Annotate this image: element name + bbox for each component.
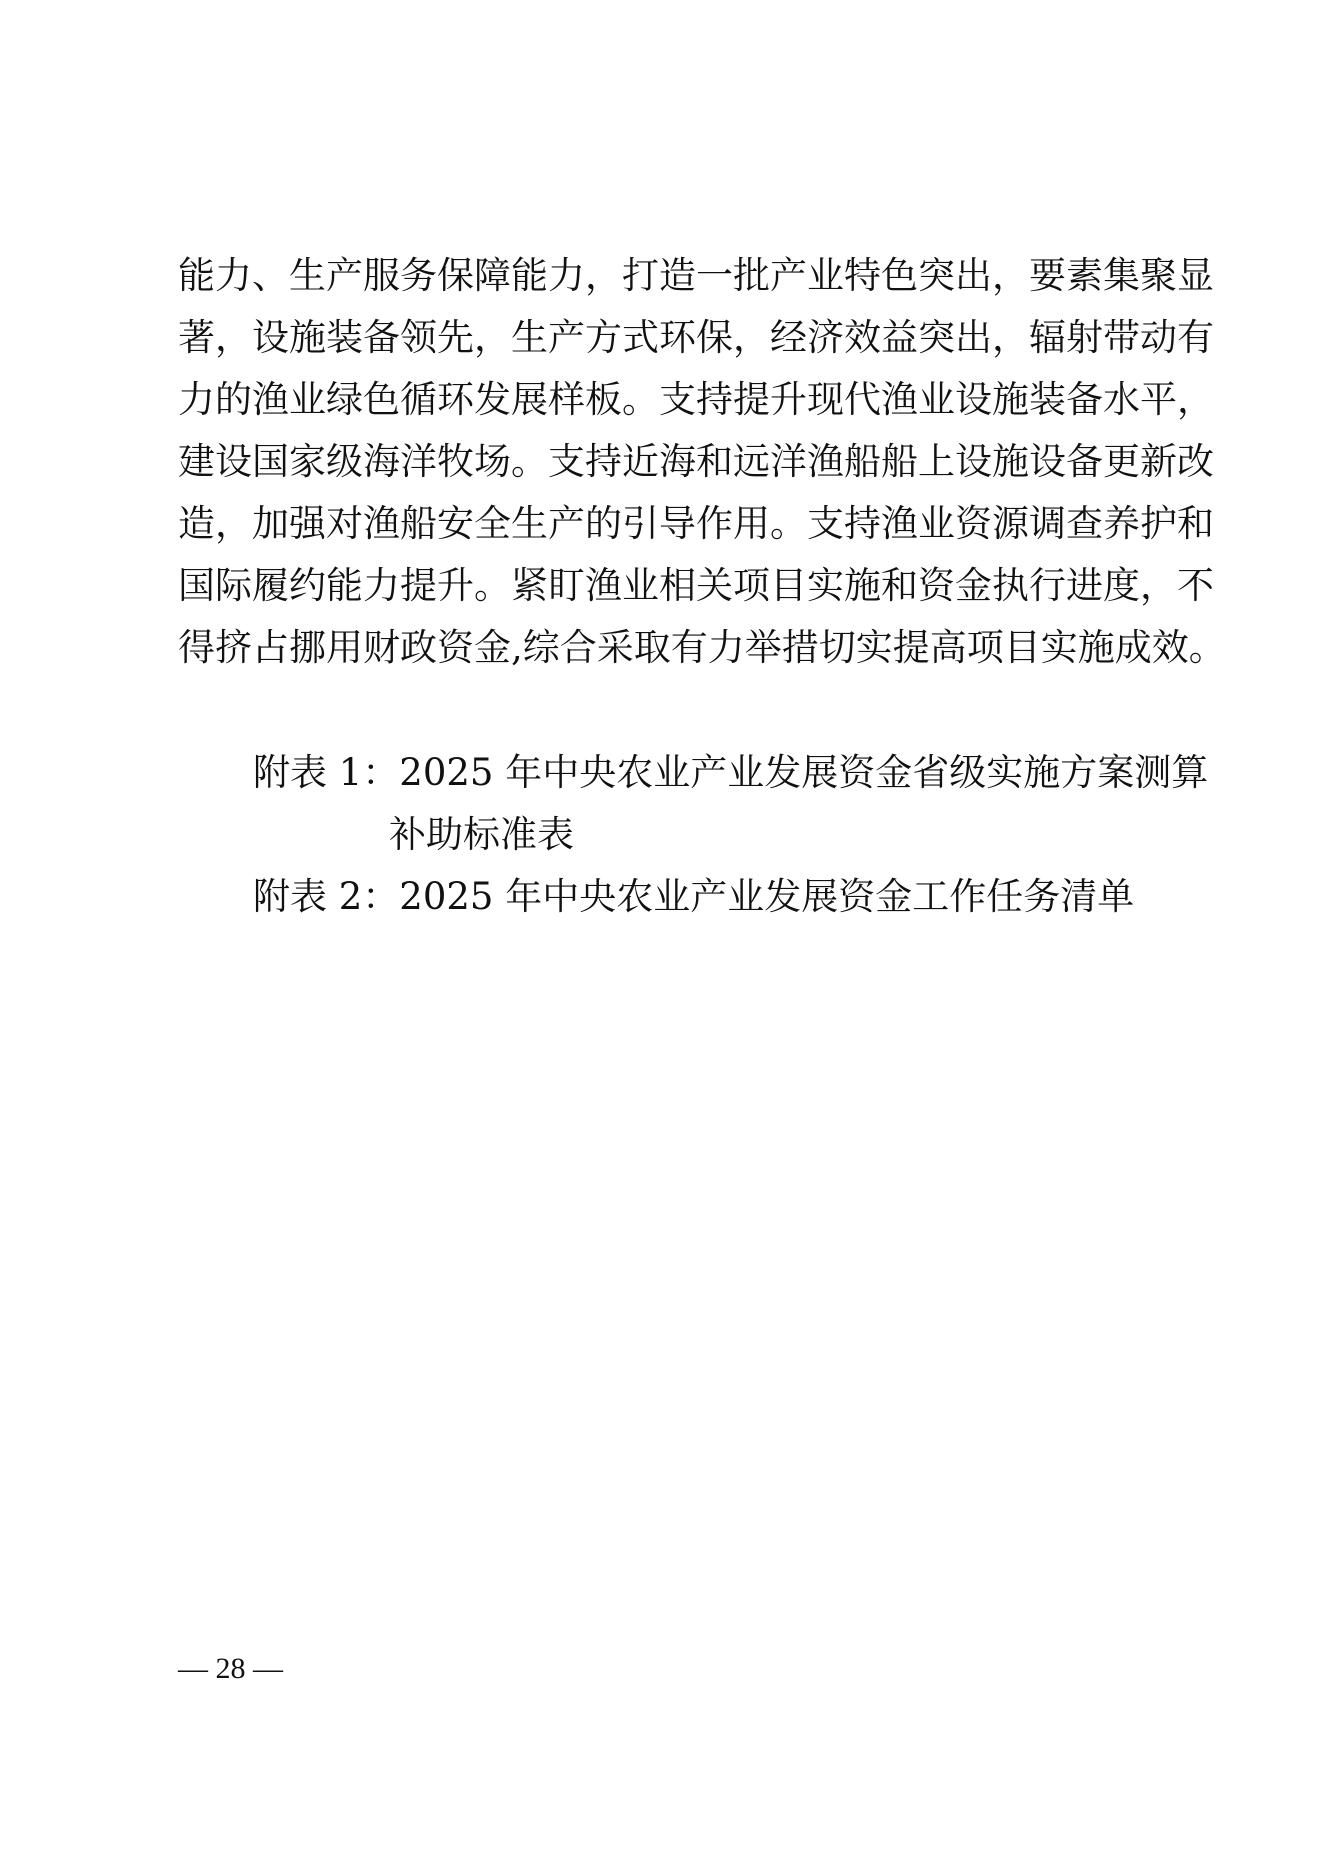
paragraph-line: 建设国家级海洋牧场。支持近海和远洋渔船船上设施设备更新改: [178, 440, 1214, 483]
attachment-item-2: 附表 2：2025 年中央农业产业发展资金工作任务清单: [253, 875, 1135, 918]
paragraph-line: 得挤占挪用财政资金,综合采取有力举措切实提高项目实施成效。: [178, 626, 1226, 669]
attachment-list: [253, 742, 1209, 928]
paragraph-line: 造，加强对渔船安全生产的引导作用。支持渔业资源调查养护和: [178, 502, 1214, 545]
attachment-item-1-continuation: 补助标准表: [389, 813, 574, 856]
paragraph-line: 力的渔业绿色循环发展样板。支持提升现代渔业设施装备水平，: [178, 378, 1214, 421]
paragraph-line: 能力、生产服务保障能力，打造一批产业特色突出，要素集聚显: [178, 254, 1214, 297]
attachment-item-1: 附表 1：2025 年中央农业产业发展资金省级实施方案测算: [253, 751, 1209, 794]
page-number: — 28 —: [178, 1652, 283, 1685]
body-paragraph: [178, 245, 1226, 679]
paragraph-line: 著，设施装备领先，生产方式环保，经济效益突出，辐射带动有: [178, 316, 1214, 359]
paragraph-line: 国际履约能力提升。紧盯渔业相关项目实施和资金执行进度，不: [178, 564, 1214, 607]
